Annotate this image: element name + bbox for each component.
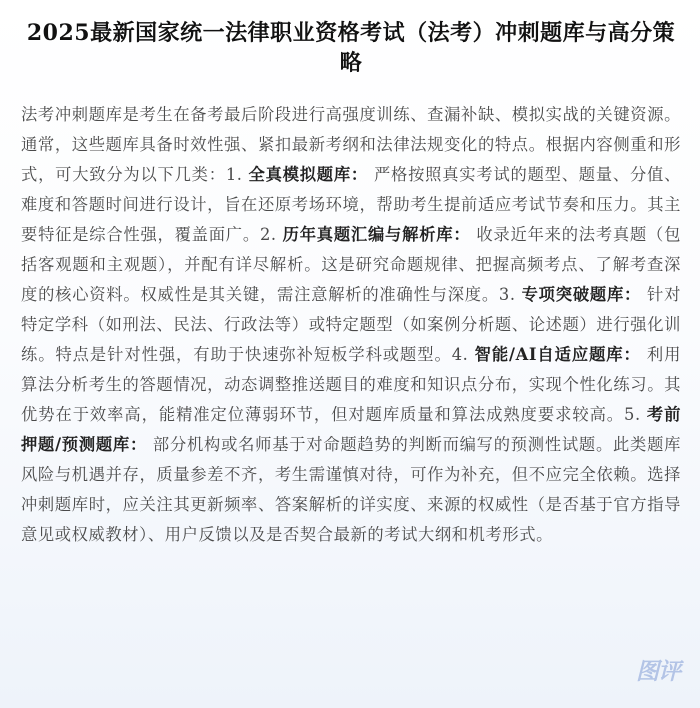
category-heading-past-papers: 历年真题汇编与解析库： (282, 225, 471, 244)
body-segment: 法考冲刺题库是考生在备考最后阶段进行高强度训练、查漏补缺、模拟实战的关键资源。通常，这些题库具备时效性强、紧扣最新考纲和法律法规变化的特点。根据内容侧重和形式，可大致分为以下几类：1. (21, 105, 681, 184)
body-segment: 针对特定学科（如刑法、民法、行政法等）或特定题型（如案例分析题、论述题）进行强化训练。特点是针对性强，有助于快速弥补短板学科或题型。4. (21, 285, 682, 364)
body-segment: 利用算法分析考生的答题情况，动态调整推送题目的难度和知识点分布，实现个性化练习。其优势在于效率高，能精准定位薄弱环节，但对题库质量和算法成熟度要求较高。5. (21, 345, 682, 424)
category-heading-adaptive-ai: 智能/AI自适应题库： (474, 345, 641, 364)
category-heading-prediction: 考前押题/预测题库： (21, 405, 682, 454)
body-segment: 部分机构或名师基于对命题趋势的判断而编写的预测性试题。此类题库风险与机遇并存，质量参差不齐，考生需谨慎对待，可作为补充，但不应完全依赖。选择冲刺题库时，应关注其更新频率、答案解析的详实度、来源的权威性（是否基于官方指导意见或权威教材）、用户反馈以及是否契合最新的考试大纲和机考形式。 (21, 435, 681, 544)
body-segment: 收录近年来的法考真题（包括客观题和主观题），并配有详尽解析。这是研究命题规律、把握高频考点、了解考查深度的核心资料。权威性是其关键，需注意解析的准确性与深度。3. (21, 225, 681, 304)
article (21, 18, 681, 550)
article-body (21, 100, 681, 550)
watermark-logo: 图评 (636, 659, 680, 685)
category-heading-full-mock: 全真模拟题库： (248, 165, 368, 184)
category-heading-special-topics: 专项突破题库： (521, 285, 642, 304)
article-title: 2025最新国家统一法律职业资格考试（法考）冲刺题库与高分策略 (26, 20, 676, 76)
body-segment: 严格按照真实考试的题型、题量、分值、难度和答题时间进行设计，旨在还原考场环境，帮助考生提前适应考试节奏和压力。其主要特征是综合性强，覆盖面广。2. (21, 165, 682, 244)
